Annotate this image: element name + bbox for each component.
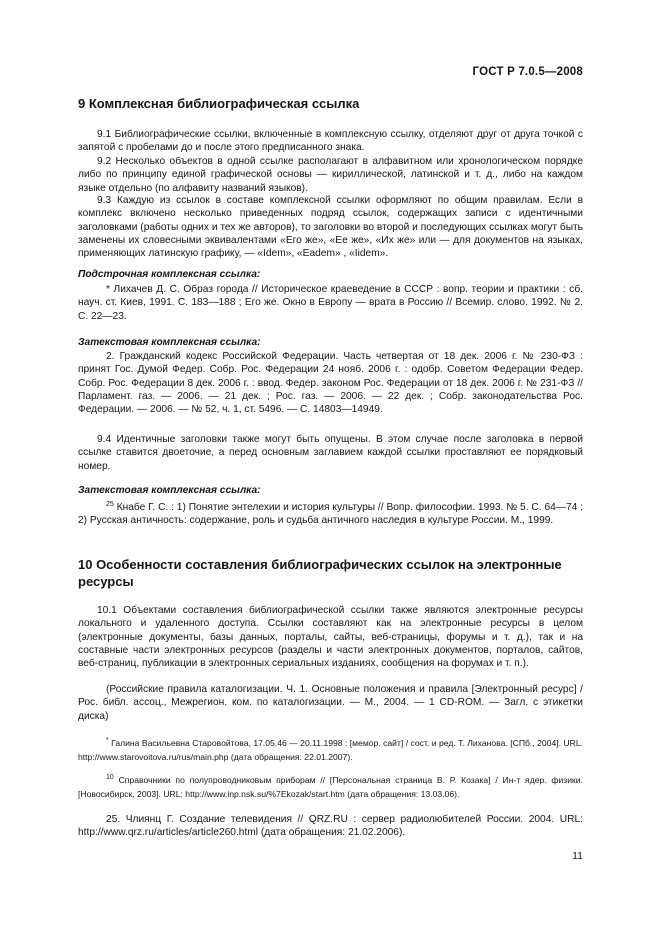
standard-code-header: ГОСТ Р 7.0.5—2008 (472, 66, 583, 78)
paragraph-9-1: 9.1 Библиографические ссылки, включенные в комплексную ссылку, отделяют друг от друга точкой с запятой с пробелами до и после этого предписанного знака. (78, 129, 583, 154)
footnote-asterisk: * (106, 284, 110, 295)
section-9-heading: 9 Комплексная библиографическая ссылка (78, 96, 360, 111)
footnote-number-10: 10 (106, 774, 114, 781)
paragraph-9-2: 9.2 Несколько объектов в одной ссылке располагают в алфавитном или хронологическом порядке либо по принципу единой графической основы — кириллической, латинской и т. д., либо на каждом языке отдельно (по алфавиту названий языков). (78, 156, 583, 194)
paragraph-9-3: 9.3 Каждую из ссылок в составе комплексной ссылки оформляют по общим правилам. Если в комплекс включено несколько приведенных подряд ссылок, содержащих записи с идентичными заголовками (работы одних и тех же авторов), то заголовки во второй и последующих ссылках могут быть заменены их словесными эквивалентами «Его же», «Ее же», «Их же» или — для документов на языках, применяющих латинскую графику, — «Idem», «Eadem» , «Iidem». (78, 195, 583, 260)
example-electronic-resource-4: 25. Члиянц Г. Создание телевидения // QRZ.RU : сервер радиолюбителей России. 2004. URL: http://www.qrz.ru/articles/article260.html (дата обращения: 21.02.2006). (78, 814, 583, 839)
paragraph-9-4: 9.4 Идентичные заголовки также могут быть опущены. В этом случае после заголовка в первой ссылке ставится двоеточие, а перед основным заглавием каждой ссылки проставляют ее порядковый номер. (78, 434, 583, 472)
footnote-text: Лихачев Д. С. Образ города // Историческое краеведение в СССР : вопр. теории и практики : сб. науч. ст. Киев, 1991. С. 183—188 ; Его же. Окно в Европу — врата в Россию // Всемир. слово. 1992. № 2. С. 22—23. (78, 284, 583, 322)
footnote-text-2: Галина Васильевна Старовойтова, 17.05.46 — 20.11.1998 : [мемор. сайт] / сост. и ред. Т. Лиханова. [СПб., 2004]. URL. http://www.starovoitova.ru/rus/main.php (дата обращения: 22.01.2007). (78, 738, 583, 762)
example-endnote-reference-1: 2. Гражданский кодекс Российской Федерации. Часть четвертая от 18 дек. 2006 г. № 230-ФЗ : принят Гос. Думой Федер. Собр. Рос. Федерации 24 нояб. 2006 г. : одобр. Советом Федерации Федер. Собр. Рос. Федерации 8 дек. 2006 г. : ввод. Федер. законом Рос. Федерации от 18 дек. 2006 г. № 231-ФЗ // Парламент. газ. — 2006. — 21 дек. ; Рос. газ. — 2006. — 22 дек. ; Собр. законодательства Рос. Федерации. — 2006. — № 52, ч. 1, ст. 5496. — С. 14803—14949. (78, 351, 583, 416)
example-footnote-reference (78, 283, 583, 323)
example-electronic-resource-2 (78, 734, 583, 764)
label-footnote-complex-reference: Подстрочная комплексная ссылка: (78, 269, 261, 280)
endnote-number: 25 (106, 501, 114, 508)
paragraph-10-1: 10.1 Объектами составления библиографической ссылки также являются электронные ресурсы локального и удаленного доступа. Ссылки составляют как на электронные ресурсы в целом (электронные документы, базы данных, порталы, сайты, веб-страницы, форумы и т. д.), так и на составные части электронных ресурсов (разделы и части электронных документов, порталов, сайтов, веб-страниц, публикации в электронных сериальных изданиях, сообщения на форумах и т. п.). (78, 605, 583, 670)
label-endnote-complex-reference-1: Затекстовая комплексная ссылка: (78, 337, 261, 348)
example-endnote-reference-2 (78, 498, 583, 528)
example-electronic-resource-1: (Российские правила каталогизации. Ч. 1. Основные положения и правила [Электронный ресурс] / Рос. библ. ассоц., Межрегион. ком. по каталогизации. — М., 2004. — 1 CD-ROM. — Загл. с этикетки диска) (78, 684, 583, 722)
footnote-asterisk-2: * (106, 737, 109, 744)
example-electronic-resource-3 (78, 771, 583, 801)
page-number: 11 (572, 850, 583, 862)
label-endnote-complex-reference-2: Затекстовая комплексная ссылка: (78, 485, 261, 496)
section-10-heading: 10 Особенности составления библиографических ссылок на электронные ресурсы (78, 557, 562, 589)
endnote-text: Кнабе Г. С. : 1) Понятие энтелехии и история культуры // Вопр. философии. 1993. № 5. С. 64—74 ; 2) Русская античность: содержание, роль и судьба античного наследия в культуре России. М., 1999. (78, 502, 583, 527)
footnote-text-3: Справочники по полупроводниковым приборам // [Персональная страница В. Р. Козака] / Ин-т ядер. физики. [Новосибирск, 2003]. URL: http://www.inp.nsk.su/%7Ekozak/start.htm (дата обращения: 13.03.06). (78, 775, 583, 799)
